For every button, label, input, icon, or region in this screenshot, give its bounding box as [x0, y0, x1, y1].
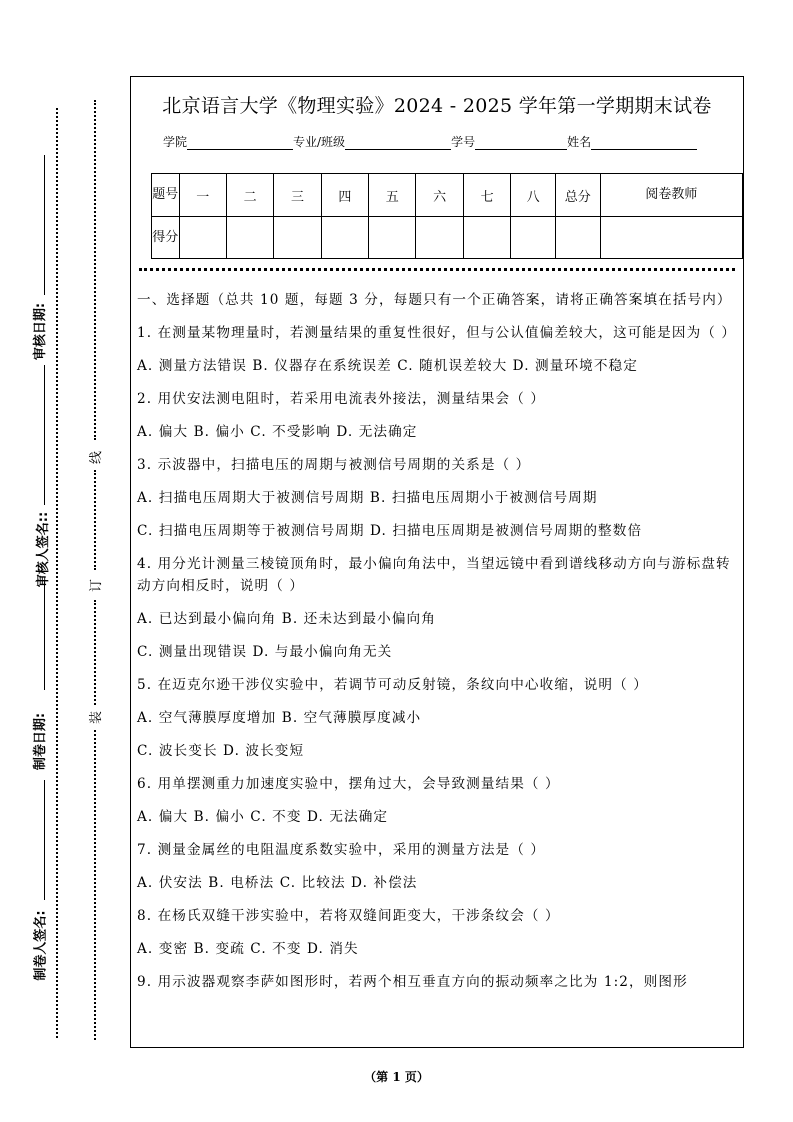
score-cell[interactable]	[321, 217, 368, 259]
question-3: 3. 示波器中，扫描电压的周期与被测信号周期的关系是（ ）	[137, 457, 531, 473]
options-8: A. 变密 B. 变疏 C. 不变 D. 消失	[137, 941, 359, 957]
college-label: 学院	[163, 135, 188, 149]
reviewer-signature-label: 审核人签名::	[36, 511, 52, 588]
question-9: 9. 用示波器观察李萨如图形时，若两个相互垂直方向的振动频率之比为 1:2，则图形	[137, 974, 688, 990]
exam-date-label: 制卷日期:	[33, 712, 49, 771]
outer-dotted-line	[56, 108, 58, 1038]
options-1: A. 测量方法错误 B. 仪器存在系统误差 C. 随机误差较大 D. 测量环境不稳定	[137, 358, 638, 374]
staple-marker: 订	[89, 578, 105, 593]
score-table-header-row	[152, 174, 743, 217]
options-3a: A. 扫描电压周期大于被测信号周期 B. 扫描电压周期小于被测信号周期	[137, 490, 598, 506]
options-4b: C. 测量出现错误 D. 与最小偏向角无关	[137, 644, 393, 660]
score-table-score-row	[152, 217, 743, 259]
total-score-header: 总分	[555, 174, 600, 217]
column-header: 三	[274, 174, 321, 217]
cut-line-marker: 线	[89, 450, 105, 465]
exam-maker-signature-line	[44, 780, 45, 900]
review-date-line	[44, 155, 45, 295]
column-header: 二	[226, 174, 273, 217]
exam-title: 北京语言大学《物理实验》2024 - 2025 学年第一学期期末试卷	[162, 95, 712, 117]
college-field[interactable]	[187, 137, 293, 150]
options-7: A. 伏安法 B. 电桥法 C. 比较法 D. 补偿法	[137, 875, 418, 891]
options-6: A. 偏大 B. 偏小 C. 不变 D. 无法确定	[137, 809, 389, 825]
score-cell[interactable]	[226, 217, 273, 259]
score-cell[interactable]	[511, 217, 556, 259]
score-cell[interactable]	[463, 217, 510, 259]
name-label: 姓名	[567, 135, 592, 149]
student-id-label: 学号	[451, 135, 476, 149]
column-header: 八	[511, 174, 556, 217]
column-header: 六	[416, 174, 463, 217]
score-cell[interactable]	[369, 217, 416, 259]
binding-dotted-line	[94, 600, 96, 705]
review-date-label: 审核日期:	[33, 302, 49, 361]
grader-header: 阅卷教师	[600, 174, 742, 217]
score-cell[interactable]	[179, 217, 226, 259]
grader-cell[interactable]	[600, 217, 742, 259]
question-8: 8. 在杨氏双缝干涉实验中，若将双缝间距变大，干涉条纹会（ ）	[137, 908, 560, 924]
score-table	[151, 173, 743, 259]
exam-maker-signature-label: 制卷人签名:	[33, 910, 49, 981]
question-5: 5. 在迈克尔逊干涉仪实验中，若调节可动反射镜，条纹向中心收缩，说明（ ）	[137, 677, 648, 693]
question-4: 4. 用分光计测量三棱镜顶角时，最小偏向角法中，当望远镜中看到谱线移动方向与游标盘转动方向相反时，说明（ ）	[137, 556, 731, 594]
column-header: 七	[463, 174, 510, 217]
reviewer-signature-line	[44, 365, 45, 505]
binding-dotted-line	[94, 470, 96, 570]
bind-marker: 装	[89, 710, 105, 725]
student-info-row	[163, 133, 697, 150]
binding-dotted-line	[94, 100, 96, 440]
section-heading: 一、选择题（总共 10 题，每题 3 分，每题只有一个正确答案，请将正确答案填在括号内）	[137, 292, 732, 308]
options-3b: C. 扫描电压周期等于被测信号周期 D. 扫描电压周期是被测信号周期的整数倍	[137, 523, 643, 539]
score-row-header: 得分	[152, 217, 180, 259]
exam-frame	[130, 76, 744, 1048]
options-5a: A. 空气薄膜厚度增加 B. 空气薄膜厚度减小	[137, 710, 422, 726]
options-4a: A. 已达到最小偏向角 B. 还未达到最小偏向角	[137, 611, 436, 627]
score-cell[interactable]	[274, 217, 321, 259]
name-field[interactable]	[591, 137, 697, 150]
column-header: 五	[369, 174, 416, 217]
major-class-label: 专业/班级	[293, 135, 346, 149]
question-6: 6. 用单摆测重力加速度实验中，摆角过大，会导致测量结果（ ）	[137, 776, 560, 792]
header-separator	[139, 268, 735, 271]
exam-date-line	[44, 580, 45, 690]
student-id-field[interactable]	[475, 137, 567, 150]
options-5b: C. 波长变长 D. 波长变短	[137, 743, 305, 759]
page-footer: （第 1 页）	[364, 1070, 429, 1084]
total-score-cell[interactable]	[555, 217, 600, 259]
options-2: A. 偏大 B. 偏小 C. 不受影响 D. 无法确定	[137, 424, 418, 440]
column-header: 四	[321, 174, 368, 217]
question-7: 7. 测量金属丝的电阻温度系数实验中，采用的测量方法是（ ）	[137, 842, 546, 858]
exam-content	[137, 289, 737, 1004]
question-1: 1. 在测量某物理量时，若测量结果的重复性很好，但与公认值偏差较大，这可能是因为（ ）	[137, 325, 737, 341]
question-2: 2. 用伏安法测电阻时，若采用电流表外接法，测量结果会（ ）	[137, 391, 546, 407]
column-header: 一	[179, 174, 226, 217]
major-class-field[interactable]	[345, 137, 451, 150]
score-cell[interactable]	[416, 217, 463, 259]
question-number-header: 题号	[152, 174, 180, 217]
binding-dotted-line	[94, 730, 96, 1040]
